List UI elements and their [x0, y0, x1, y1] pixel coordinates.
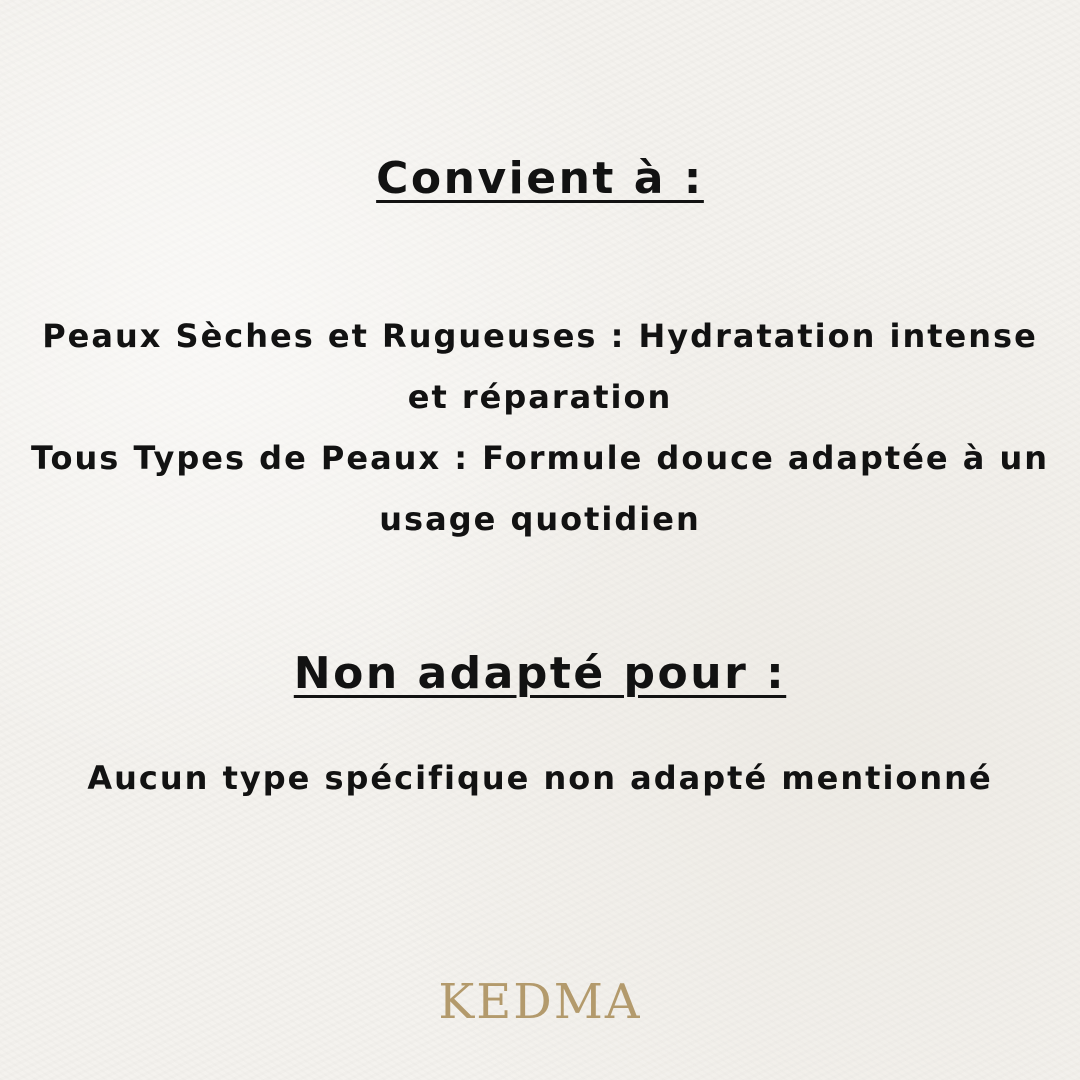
unsuitable-text: Aucun type spécifique non adapté mentionné	[87, 759, 993, 797]
suitable-heading-text: Convient à :	[376, 153, 704, 204]
brand-logo: KEDMA	[438, 974, 642, 1030]
unsuitable-heading	[0, 646, 1080, 702]
suitable-item-dry-skin: Peaux Sèches et Rugueuses : Hydratation intense et réparation	[42, 317, 1038, 416]
suitable-item-all-skin: Tous Types de Peaux : Formule douce adaptée à un usage quotidien	[30, 439, 1050, 538]
suitable-heading	[0, 151, 1080, 207]
unsuitable-heading-text: Non adapté pour :	[293, 648, 787, 699]
suitable-list	[20, 306, 1060, 550]
